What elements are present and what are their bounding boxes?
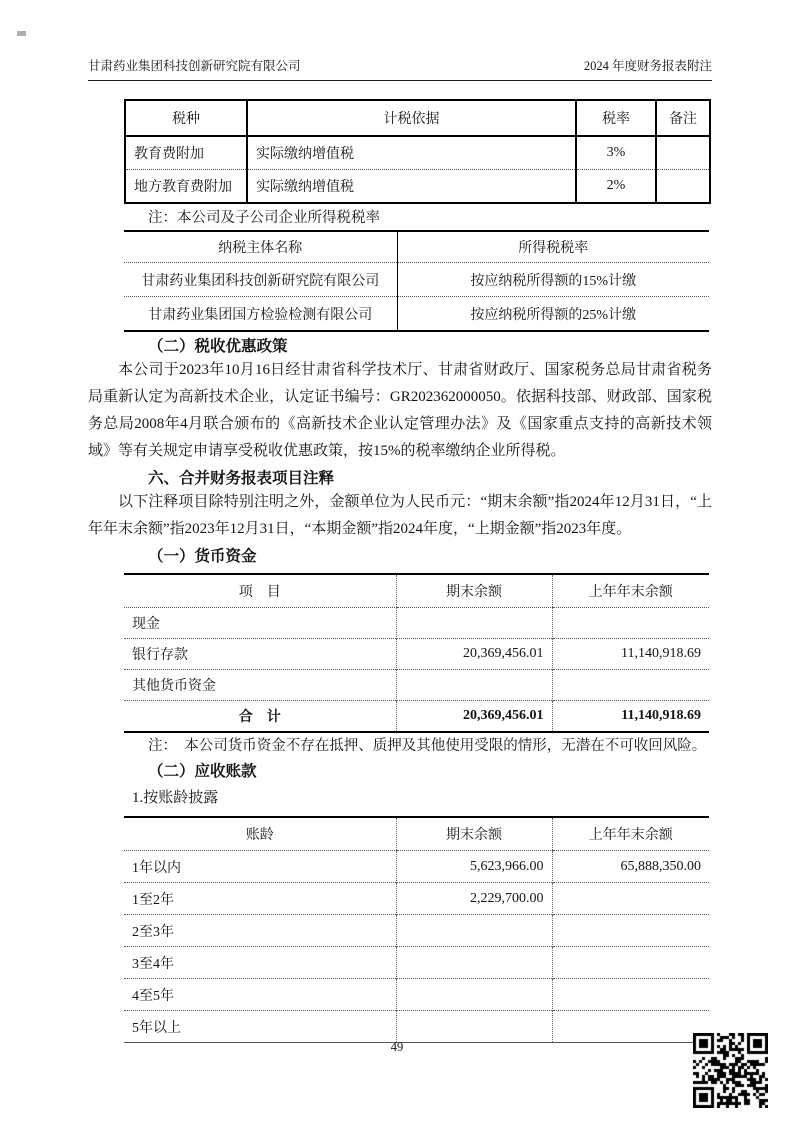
cell-aging: 4至5年 xyxy=(124,979,396,1011)
cell-ending-balance: 20,369,456.01 xyxy=(396,639,552,670)
cell-ending-balance xyxy=(396,1011,552,1043)
cell-item: 现金 xyxy=(132,617,160,632)
cell-tax-basis: 实际缴纳增值税 xyxy=(247,136,576,170)
cell-ending-balance xyxy=(396,979,552,1011)
cell-tax-rate: 3% xyxy=(576,136,656,170)
table-row xyxy=(124,670,709,701)
column-header: 期末余额 xyxy=(396,817,552,851)
income-tax-table xyxy=(124,230,709,332)
cell-prior-balance: 65,888,350.00 xyxy=(552,851,709,883)
cell-prior-balance xyxy=(552,670,709,701)
table-row xyxy=(124,639,709,670)
cell-prior-balance xyxy=(552,979,709,1011)
table-row xyxy=(124,883,709,915)
section-heading-consolidated-notes: 六、合并财务报表项目注释 xyxy=(148,470,335,487)
cell-prior-balance xyxy=(552,608,709,639)
cell-note xyxy=(656,136,710,170)
cell-prior-balance xyxy=(552,883,709,915)
cell-note xyxy=(656,170,710,204)
monetary-funds-table xyxy=(124,573,709,733)
column-header: 备注 xyxy=(656,100,710,136)
cell-entity: 甘肃药业集团国方检验检测有限公司 xyxy=(124,297,397,332)
table-row xyxy=(124,947,709,979)
cell-prior-balance xyxy=(552,947,709,979)
column-header: 期末余额 xyxy=(396,574,552,608)
cell-tax-type: 教育费附加 xyxy=(134,147,204,162)
table-row xyxy=(125,170,710,204)
cell-tax-rate: 2% xyxy=(576,170,656,204)
table-total-row xyxy=(124,701,709,733)
table-row xyxy=(124,1011,709,1043)
cell-prior-balance xyxy=(552,915,709,947)
cell-tax-type: 地方教育费附加 xyxy=(125,170,247,204)
cell-income-tax-rate: 按应纳税所得额的25%计缴 xyxy=(397,297,709,332)
column-header: 税种 xyxy=(125,100,247,136)
cell-total-prior: 11,140,918.69 xyxy=(552,701,709,733)
table-header-row xyxy=(124,231,709,263)
cell-aging: 2至3年 xyxy=(124,915,396,947)
column-header: 计税依据 xyxy=(247,100,576,136)
cell-ending-balance: 5,623,966.00 xyxy=(396,851,552,883)
header-company-name: 甘肃药业集团科技创新研究院有限公司 xyxy=(88,59,301,73)
page-content xyxy=(88,0,712,1043)
scan-artifact xyxy=(17,31,26,36)
table-row xyxy=(124,979,709,1011)
table-row xyxy=(124,263,709,297)
column-header: 项 目 xyxy=(124,574,396,608)
table-row xyxy=(124,297,709,332)
qr-code xyxy=(693,1033,768,1108)
receivables-subheading: 1.按账龄披露 xyxy=(132,790,219,806)
cell-aging: 1至2年 xyxy=(124,883,396,915)
table-row xyxy=(124,608,709,639)
cell-ending-balance xyxy=(396,670,552,701)
tax-policy-paragraph: 本公司于2023年10月16日经甘肃省科学技术厅、甘肃省财政厅、国家税务总局甘肃省税务局重新认定为高新技术企业，认定证书编号：GR202362000050。依据科技部、财政部、国家税务总局2008年4月联合颁布的《高新技术企业认定管理办法》及《国家重点支持的高新技术领域》等有关规定申请享受税收优惠政策，按15%的税率缴纳企业所得税。 xyxy=(88,362,712,459)
column-header: 税率 xyxy=(576,100,656,136)
cell-income-tax-rate: 按应纳税所得额的15%计缴 xyxy=(397,263,709,297)
cell-tax-basis: 实际缴纳增值税 xyxy=(247,170,576,204)
table-header-row xyxy=(125,100,710,136)
cell-total-label: 合 计 xyxy=(124,701,396,733)
column-header: 上年年末余额 xyxy=(552,817,709,851)
cell-ending-balance xyxy=(396,608,552,639)
table-row xyxy=(125,136,710,170)
column-header: 纳税主体名称 xyxy=(124,231,397,263)
receivables-aging-table xyxy=(124,816,709,1043)
page-number: 49 xyxy=(390,1040,404,1054)
document-header xyxy=(88,0,712,81)
cell-entity: 甘肃药业集团科技创新研究院有限公司 xyxy=(141,273,380,289)
table-header-row xyxy=(124,817,709,851)
tax-rate-table xyxy=(124,99,711,204)
tax-table-footnote: 注：本公司及子公司企业所得税税率 xyxy=(148,210,380,226)
cell-total-ending: 20,369,456.01 xyxy=(396,701,552,733)
table-row xyxy=(124,915,709,947)
column-header: 所得税税率 xyxy=(397,231,709,263)
cell-aging: 5年以上 xyxy=(124,1011,396,1043)
cell-item: 银行存款 xyxy=(124,639,396,670)
consolidated-notes-paragraph: 以下注释项目除特别注明之外，金额单位为人民币元：“期末余额”指2024年12月31日，“上年年末余额”指2023年12月31日，“本期金额”指2024年度，“上期金额”指2023年度。 xyxy=(88,494,712,537)
table-header-row xyxy=(124,574,709,608)
section-heading-tax-policy: （二）税收优惠政策 xyxy=(148,338,288,355)
section-heading-monetary-funds: （一）货币资金 xyxy=(148,548,257,565)
cell-ending-balance: 2,229,700.00 xyxy=(396,883,552,915)
cell-item: 其他货币资金 xyxy=(124,670,396,701)
table-row xyxy=(124,851,709,883)
cell-ending-balance xyxy=(396,915,552,947)
cell-aging: 1年以内 xyxy=(132,860,181,876)
section-heading-receivables: （二）应收账款 xyxy=(148,763,257,780)
cell-aging: 3至4年 xyxy=(124,947,396,979)
cell-prior-balance xyxy=(552,1011,709,1043)
header-report-title: 2024 年度财务报表附注 xyxy=(583,59,712,73)
cell-ending-balance xyxy=(396,947,552,979)
column-header: 账龄 xyxy=(124,817,396,851)
monetary-funds-footnote: 注： 本公司货币资金不存在抵押、质押及其他使用受限的情形，无潜在不可收回风险。 xyxy=(148,738,707,754)
cell-prior-balance: 11,140,918.69 xyxy=(552,639,709,670)
column-header: 上年年末余额 xyxy=(552,574,709,608)
